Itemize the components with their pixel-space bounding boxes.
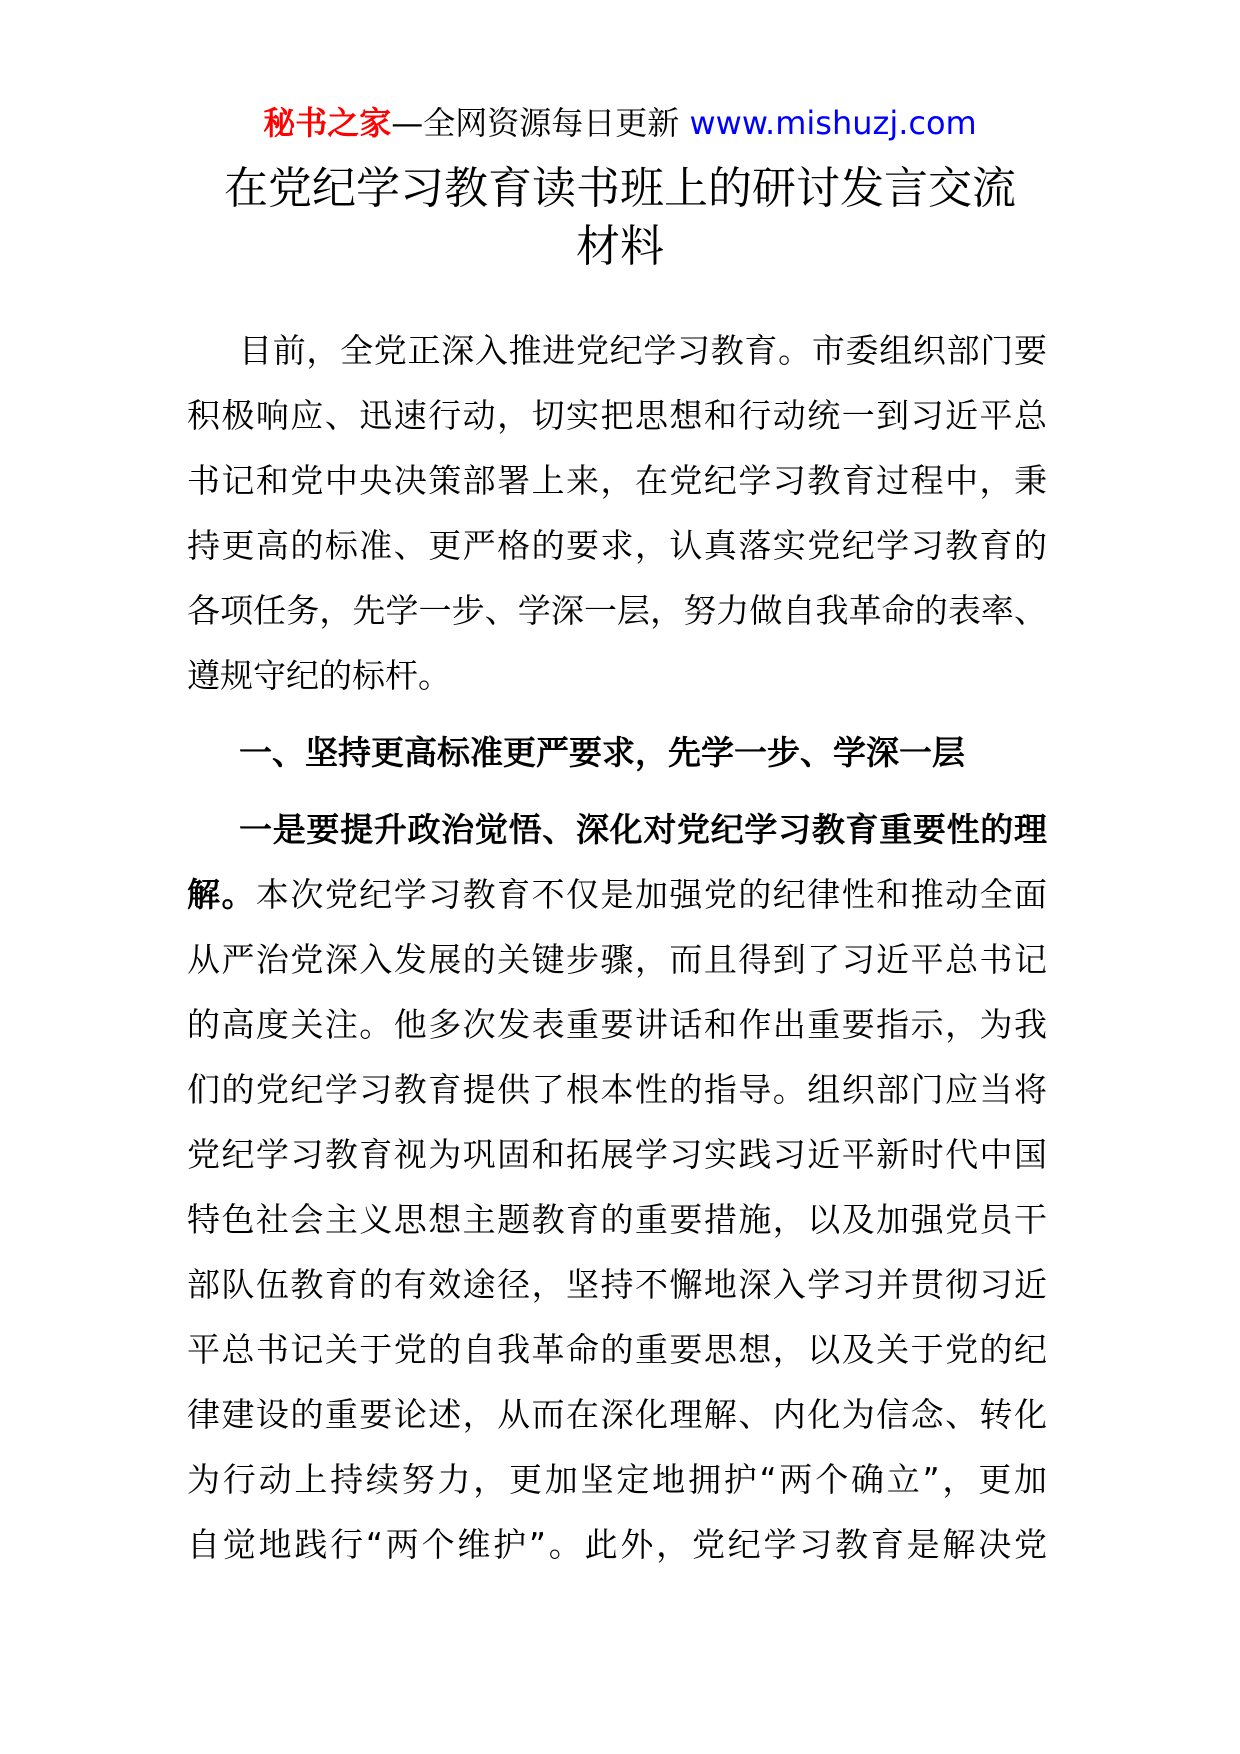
- paragraph-line: 从严治党深入发展的关键步骤，而且得到了习近平总书记: [187, 940, 1047, 979]
- paragraph-line: 党纪学习教育视为巩固和拓展学习实践习近平新时代中国: [187, 1135, 1047, 1174]
- paragraph-line: 各项任务，先学一步、学深一层，努力做自我革命的表率、: [187, 591, 1047, 630]
- paragraph-line: 目前，全党正深入推进党纪学习教育。市委组织部门要: [239, 331, 1047, 370]
- intro-paragraph: [187, 318, 1047, 708]
- paragraph-gap: [187, 785, 1047, 797]
- paragraph-line: [187, 862, 1047, 927]
- point-heading-line: 一是要提升政治觉悟、深化对党纪学习教育重要性的理: [239, 810, 1047, 849]
- title-line-1: 在党纪学习教育读书班上的研讨发言交流: [224, 163, 1016, 214]
- paragraph-line: 持更高的标准、更严格的要求，认真落实党纪学习教育的: [187, 526, 1047, 565]
- paragraph-line: 部队伍教育的有效途径，坚持不懈地深入学习并贯彻习近: [187, 1265, 1047, 1304]
- section-heading: 一、坚持更高标准更严要求，先学一步、学深一层: [239, 733, 965, 772]
- paragraph-line: 遵规守纪的标杆。: [187, 656, 451, 695]
- header-tagline: —全网资源每日更新: [391, 104, 690, 142]
- document-title: [160, 160, 1080, 276]
- paragraph-line: 们的党纪学习教育提供了根本性的指导。组织部门应当将: [187, 1070, 1047, 1109]
- point-heading-end: 解。: [187, 875, 256, 914]
- document-body: [187, 318, 1047, 1577]
- site-header: [0, 100, 1240, 146]
- paragraph-line: 为行动上持续努力，更加坚定地拥护“两个确立”，更加: [187, 1460, 1047, 1499]
- title-line-2: 材料: [576, 221, 664, 272]
- paragraph-text: 本次党纪学习教育不仅是加强党的纪律性和推动全面: [255, 875, 1048, 914]
- paragraph-gap: [187, 708, 1047, 720]
- paragraph-line: 书记和党中央决策部署上来，在党纪学习教育过程中，秉: [187, 461, 1047, 500]
- paragraph-line: 律建设的重要论述，从而在深化理解、内化为信念、转化: [187, 1395, 1047, 1434]
- point-paragraph: [187, 797, 1047, 1577]
- paragraph-line: 的高度关注。他多次发表重要讲话和作出重要指示，为我: [187, 1005, 1047, 1044]
- paragraph-line: 积极响应、迅速行动，切实把思想和行动统一到习近平总: [187, 396, 1047, 435]
- site-url-link[interactable]: www.mishuzj.com: [689, 104, 977, 142]
- brand-name: 秘书之家: [263, 104, 392, 142]
- paragraph-line: 自觉地践行“两个维护”。此外，党纪学习教育是解决党: [187, 1525, 1047, 1564]
- paragraph-line: 特色社会主义思想主题教育的重要措施，以及加强党员干: [187, 1200, 1047, 1239]
- paragraph-line: 平总书记关于党的自我革命的重要思想，以及关于党的纪: [187, 1330, 1047, 1369]
